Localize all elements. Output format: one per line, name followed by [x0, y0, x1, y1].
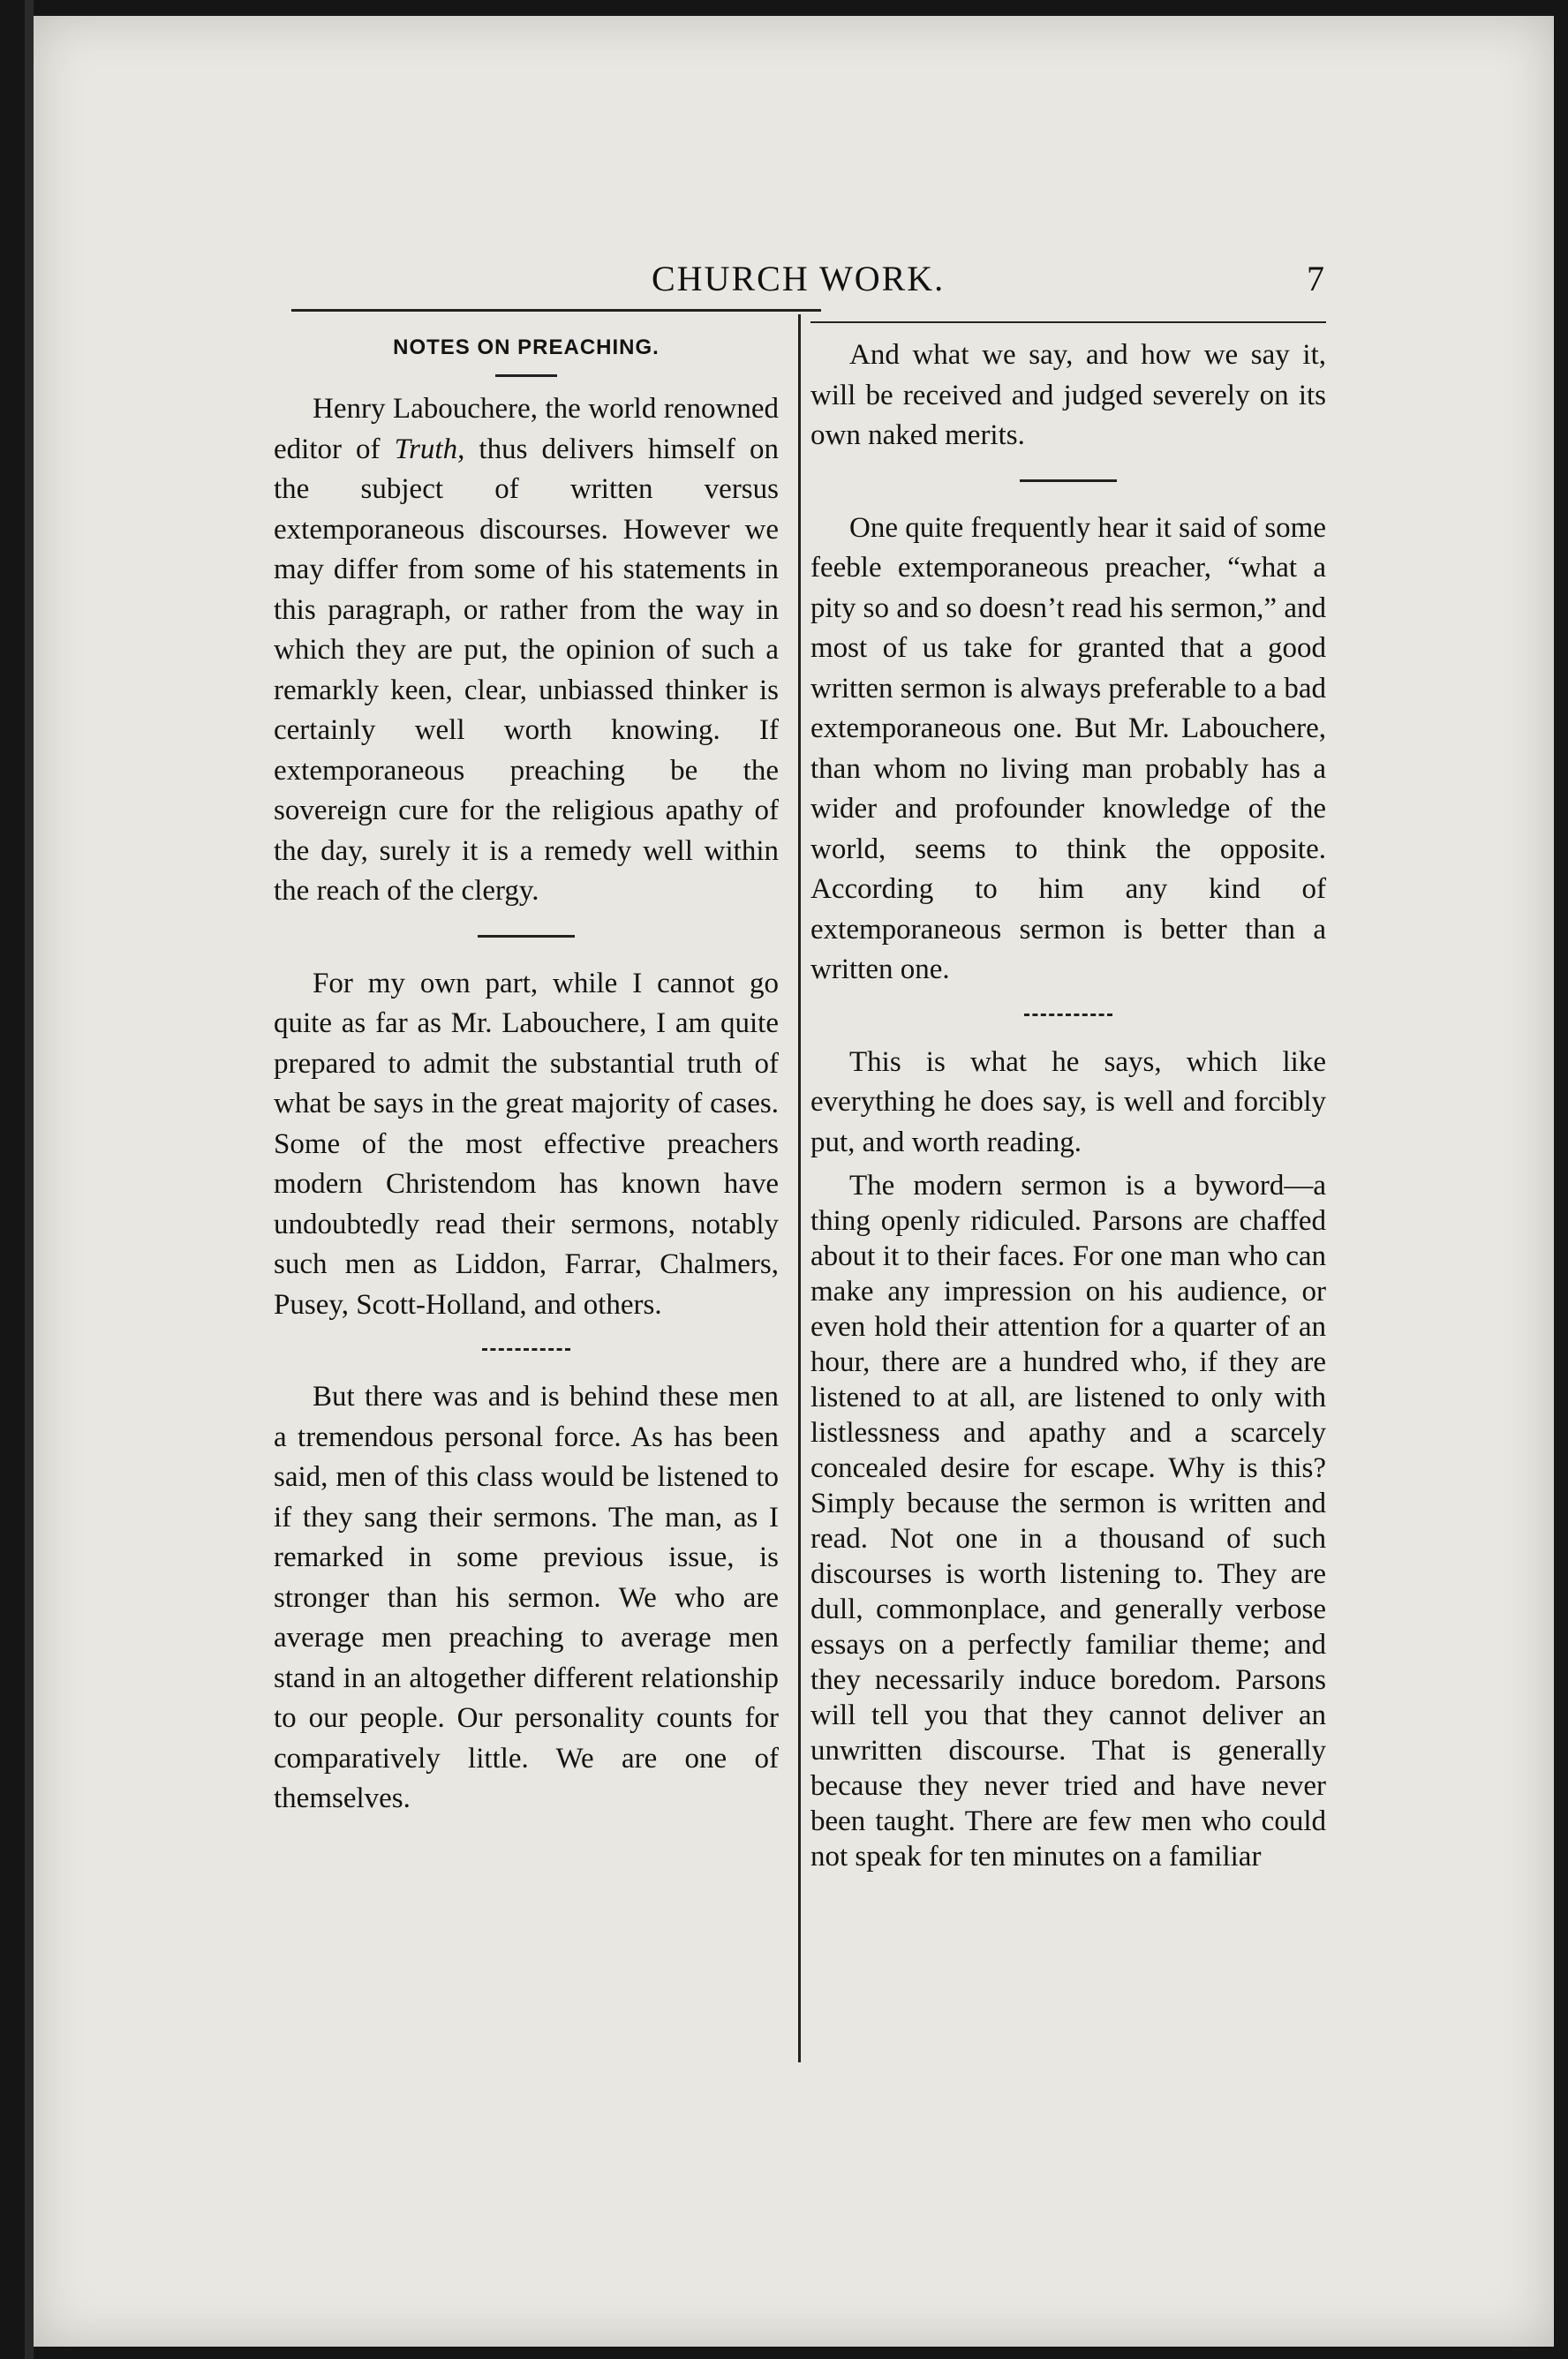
section-title: NOTES ON PREACHING. — [393, 335, 660, 359]
right-column — [810, 335, 1326, 1874]
page-number: 7 — [1307, 259, 1324, 298]
running-title: CHURCH WORK. — [652, 259, 946, 298]
paragraph-personal-force: But there was and is behind these men a tremendous personal force. As has been said, men of this class would be listened to if they sang their sermons. The man, as I remarked in some previous issue, is stronger than his sermon. We who are average men preaching to average men stand in an altogether different relationship to our people. Our personality counts for comparatively little. We are one of themselves. — [274, 1381, 779, 1814]
paragraph-quotation: The modern sermon is a byword—a thing openly ridiculed. Parsons are chaffed about it to their faces. For one man who can make any impression on his audience, or even hold their attention for a quarter of an hour, there are a hundred who, if they are listened to at all, are listened to only with listlessness and apathy and a scarcely concealed desire for escape. Why is this? Simply because the sermon is written and read. Not one in a thousand of such discourses is worth listening to. They are dull, commonplace, and generally verbose essays on a perfectly familiar theme; and they necessarily induce boredom. Parsons will tell you that they cannot deliver an unwritten discourse. That is generally because they never tried and have never been taught. There are few men who could not speak for ten minutes on a familiar — [810, 1170, 1326, 1873]
title-rule — [495, 374, 557, 377]
section-separator-dashed — [482, 1348, 570, 1351]
paragraph-what-he-says: This is what he says, which like everything he does say, is well and forcibly put, and worth reading. — [810, 1045, 1326, 1158]
publication-title: Truth, — [394, 433, 465, 465]
paragraph-feeble-preacher: One quite frequently hear it said of some feeble extemporaneous preacher, “what a pity so and so doesn’t read his sermon,” and most of us take for granted that a good written sermon is always preferable to a bad extemporaneous one. But Mr. Labouchere, than whom no living man probably has a wider and profounder knowledge of the world, seems to think the opposite. According to him any kind of extemporaneous sermon is better than a written one. — [810, 511, 1326, 985]
paragraph-intro-text-2: thus delivers himself on the subject of written versus extemporaneous discourses. However we may differ from some of his statements in this paragraph, or rather from the way in which they are put, the opinion of such a remarkly keen, clear, unbiassed thinker is certainly well worth knowing. If extemporaneous preaching be the sovereign cure for the religious apathy of the day, surely it is a remedy well within the reach of the clergy. — [274, 433, 779, 907]
header-rule-right — [810, 321, 1326, 323]
column-divider — [798, 314, 801, 2062]
section-separator — [478, 935, 575, 938]
section-separator-dashed — [1024, 1014, 1112, 1016]
header-rule-left — [291, 309, 821, 312]
paragraph-intro — [274, 389, 779, 912]
paragraph-own-part: For my own part, while I cannot go quite as far as Mr. Labouchere, I am quite prepared to admit the substantial truth of what be says in the great majority of cases. Some of the most effective preachers modern Christendom has known have undoubtedly read their sermons, notably such men as Liddon, Farrar, Chalmers, Pusey, Scott-Holland, and others. — [274, 967, 779, 1321]
left-column — [274, 328, 779, 1820]
section-separator — [1020, 479, 1117, 482]
page-header — [291, 256, 1324, 309]
paragraph-intro-text-1: Henry Labouchere, the world renowned editor of — [274, 393, 779, 465]
page-binding-edge — [25, 0, 34, 2359]
paragraph-naked-merits: And what we say, and how we say it, will be received and judged severely on its own naked merits. — [810, 339, 1326, 451]
